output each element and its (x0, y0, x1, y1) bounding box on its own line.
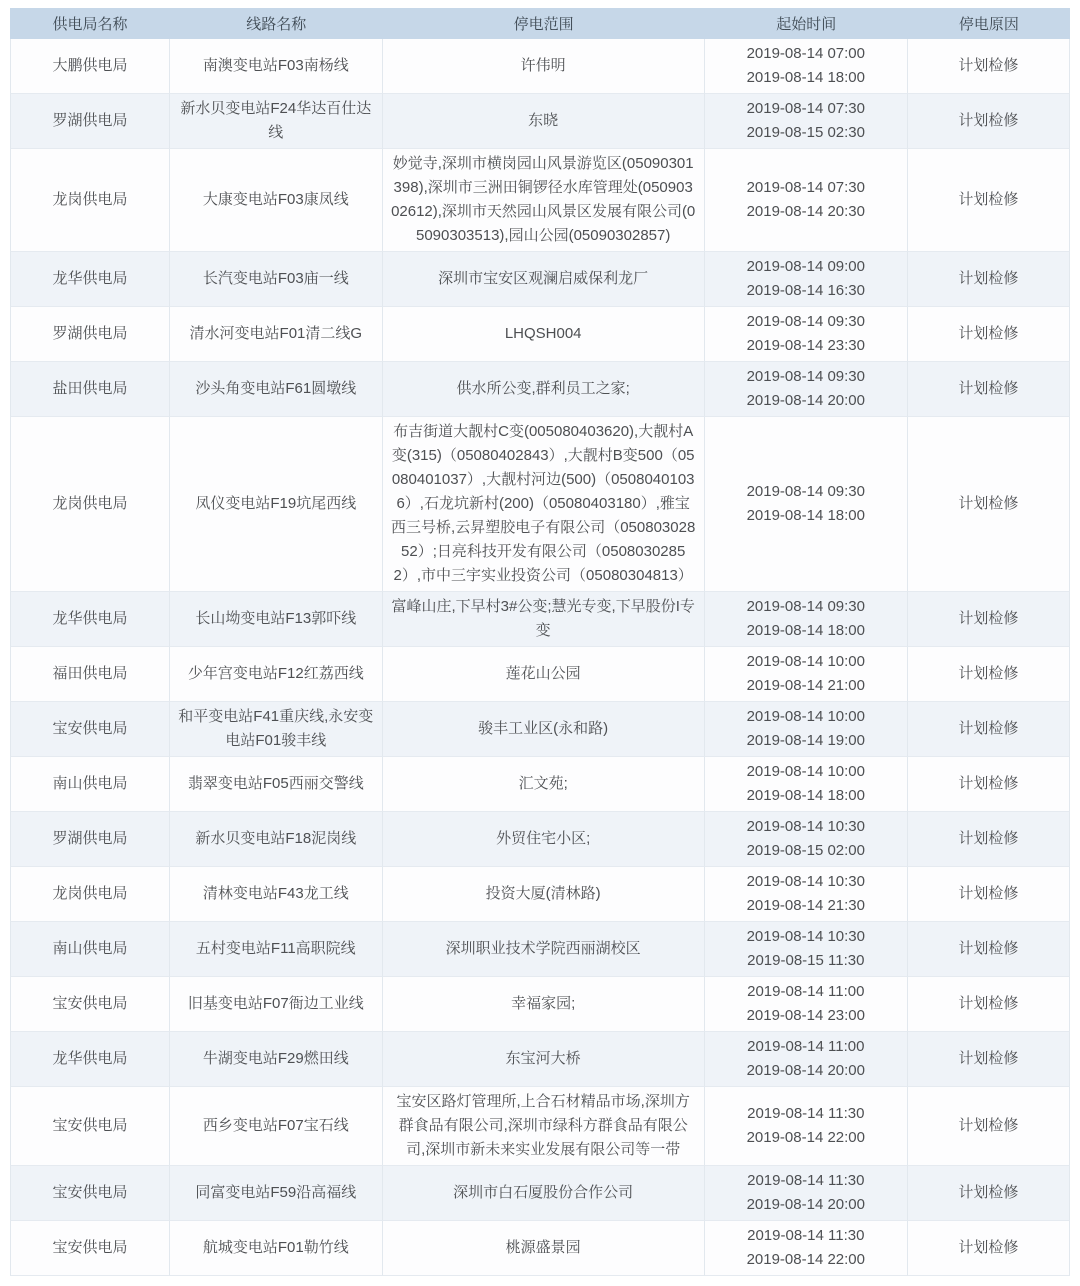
header-bureau-name: 供电局名称 (52, 16, 128, 33)
outage-reason-cell: 计划检修 (908, 417, 1070, 592)
outage-reason-cell: 计划检修 (908, 307, 1070, 362)
end-time-text: 2019-08-14 18:00 (746, 622, 865, 639)
line-name-cell: 旧基变电站F07衙边工业线 (170, 977, 383, 1032)
bureau-name-cell: 龙岗供电局 (10, 417, 170, 592)
start-time-cell (705, 922, 908, 977)
outage-scope-cell: 幸福家园; (383, 977, 705, 1032)
start-time-text: 2019-08-14 10:30 (746, 928, 865, 945)
line-name-cell: 航城变电站F01勒竹线 (170, 1221, 383, 1276)
end-time-text: 2019-08-14 22:00 (746, 1129, 865, 1146)
start-time-text: 2019-08-14 11:00 (747, 1038, 865, 1055)
outage-reason-cell: 计划检修 (908, 592, 1070, 647)
table-row (10, 812, 1070, 867)
table-row (10, 417, 1070, 592)
end-time-text: 2019-08-14 23:30 (746, 337, 865, 354)
line-name-cell: 翡翠变电站F05西丽交警线 (170, 757, 383, 812)
start-time-cell (705, 1221, 908, 1276)
table-row (10, 702, 1070, 757)
outage-reason-cell: 计划检修 (908, 757, 1070, 812)
header-outage-reason: 停电原因 (958, 16, 1019, 33)
outage-reason-cell: 计划检修 (908, 812, 1070, 867)
bureau-name-cell: 罗湖供电局 (10, 812, 170, 867)
start-time-text: 2019-08-14 07:30 (746, 100, 865, 117)
line-name-cell: 少年宫变电站F12红荔西线 (170, 647, 383, 702)
bureau-name-cell: 南山供电局 (10, 922, 170, 977)
line-name-cell: 沙头角变电站F61圆墩线 (170, 362, 383, 417)
table-row (10, 1221, 1070, 1276)
table-row (10, 1166, 1070, 1221)
outage-reason-cell: 计划检修 (908, 1032, 1070, 1087)
start-time-cell (705, 647, 908, 702)
outage-scope-cell: 许伟明 (383, 39, 705, 94)
outage-reason-cell: 计划检修 (908, 1087, 1070, 1166)
line-name-cell: 新水贝变电站F18泥岗线 (170, 812, 383, 867)
bureau-name-cell: 宝安供电局 (10, 702, 170, 757)
start-time-cell (705, 252, 908, 307)
bureau-name-cell: 宝安供电局 (10, 1087, 170, 1166)
line-name-cell: 同富变电站F59沿高福线 (170, 1166, 383, 1221)
end-time-text: 2019-08-14 20:00 (746, 1062, 865, 1079)
bureau-name-cell: 龙华供电局 (10, 1032, 170, 1087)
table-row (10, 362, 1070, 417)
outage-reason-cell: 计划检修 (908, 647, 1070, 702)
power-outage-table (10, 8, 1070, 1276)
start-time-cell (705, 867, 908, 922)
bureau-name-cell: 宝安供电局 (10, 977, 170, 1032)
end-time-text: 2019-08-14 16:30 (746, 282, 865, 299)
line-name-cell: 五村变电站F11高职院线 (170, 922, 383, 977)
table-row (10, 39, 1070, 94)
end-time-text: 2019-08-14 18:00 (746, 787, 865, 804)
table-row (10, 307, 1070, 362)
header-line-name: 线路名称 (246, 16, 307, 33)
line-name-cell: 长汽变电站F03庙一线 (170, 252, 383, 307)
table-row (10, 149, 1070, 252)
line-name-cell: 凤仪变电站F19坑尾西线 (170, 417, 383, 592)
end-time-text: 2019-08-14 19:00 (746, 732, 865, 749)
outage-reason-cell: 计划检修 (908, 94, 1070, 149)
start-time-text: 2019-08-14 10:30 (746, 818, 865, 835)
bureau-name-cell: 龙华供电局 (10, 252, 170, 307)
start-time-text: 2019-08-14 10:00 (746, 708, 865, 725)
start-time-text: 2019-08-14 09:30 (746, 483, 865, 500)
outage-reason-cell: 计划检修 (908, 149, 1070, 252)
start-time-cell (705, 812, 908, 867)
start-time-cell (705, 702, 908, 757)
start-time-text: 2019-08-14 07:00 (746, 45, 865, 62)
start-time-text: 2019-08-14 09:00 (746, 258, 865, 275)
start-time-cell (705, 149, 908, 252)
line-name-cell: 西乡变电站F07宝石线 (170, 1087, 383, 1166)
outage-reason-cell: 计划检修 (908, 362, 1070, 417)
header-start-time: 起始时间 (776, 16, 837, 33)
outage-scope-cell: 投资大厦(清林路) (383, 867, 705, 922)
bureau-name-cell: 宝安供电局 (10, 1166, 170, 1221)
line-name-cell: 清林变电站F43龙工线 (170, 867, 383, 922)
outage-scope-cell: 东晓 (383, 94, 705, 149)
outage-scope-cell: 妙觉寺,深圳市横岗园山风景游览区(05090301398),深圳市三洲田铜锣径水库管理处(05090302612),深圳市天然园山风景区发展有限公司(05090303513),园山公园(05090302857) (383, 149, 705, 252)
end-time-text: 2019-08-14 22:00 (746, 1251, 865, 1268)
outage-reason-cell: 计划检修 (908, 702, 1070, 757)
line-name-cell: 和平变电站F41重庆线,永安变电站F01骏丰线 (170, 702, 383, 757)
start-time-cell (705, 307, 908, 362)
start-time-text: 2019-08-14 09:30 (746, 368, 865, 385)
line-name-cell: 大康变电站F03康凤线 (170, 149, 383, 252)
start-time-cell (705, 39, 908, 94)
table-row (10, 94, 1070, 149)
end-time-text: 2019-08-15 11:30 (747, 952, 865, 969)
table-row (10, 592, 1070, 647)
outage-scope-cell: 东宝河大桥 (383, 1032, 705, 1087)
table-row (10, 867, 1070, 922)
outage-scope-cell: 深圳职业技术学院西丽湖校区 (383, 922, 705, 977)
start-time-text: 2019-08-14 11:30 (747, 1105, 865, 1122)
end-time-text: 2019-08-14 20:00 (746, 392, 865, 409)
bureau-name-cell: 南山供电局 (10, 757, 170, 812)
bureau-name-cell: 龙华供电局 (10, 592, 170, 647)
start-time-cell (705, 94, 908, 149)
bureau-name-cell: 大鹏供电局 (10, 39, 170, 94)
bureau-name-cell: 罗湖供电局 (10, 307, 170, 362)
start-time-text: 2019-08-14 10:00 (746, 763, 865, 780)
start-time-text: 2019-08-14 09:30 (746, 598, 865, 615)
outage-reason-cell: 计划检修 (908, 252, 1070, 307)
outage-scope-cell: 外贸住宅小区; (383, 812, 705, 867)
outage-scope-cell: 深圳市白石厦股份合作公司 (383, 1166, 705, 1221)
line-name-cell: 清水河变电站F01清二线G (170, 307, 383, 362)
start-time-cell (705, 362, 908, 417)
start-time-text: 2019-08-14 11:00 (747, 983, 865, 1000)
start-time-cell (705, 1087, 908, 1166)
line-name-cell: 长山坳变电站F13郭吓线 (170, 592, 383, 647)
outage-reason-cell: 计划检修 (908, 977, 1070, 1032)
end-time-text: 2019-08-14 20:00 (746, 1196, 865, 1213)
outage-reason-cell: 计划检修 (908, 1166, 1070, 1221)
line-name-cell: 南澳变电站F03南杨线 (170, 39, 383, 94)
outage-scope-cell: 布吉街道大靓村C变(005080403620),大靓村A变(315)（05080402843）,大靓村B变500（05080401037）,大靓村河边(500)（05080401036）,石龙坑新村(200)（05080403180）,雅宝西三号桥,云昇塑胶电子有限公司（05080302852）;日亮科技开发有限公司（05080302852）,市中三宇实业投资公司（05080304813） (383, 417, 705, 592)
end-time-text: 2019-08-14 18:00 (746, 507, 865, 524)
outage-reason-cell: 计划检修 (908, 867, 1070, 922)
table-row (10, 252, 1070, 307)
end-time-text: 2019-08-15 02:30 (746, 124, 865, 141)
bureau-name-cell: 罗湖供电局 (10, 94, 170, 149)
table-row (10, 977, 1070, 1032)
line-name-cell: 牛湖变电站F29燃田线 (170, 1032, 383, 1087)
outage-reason-cell: 计划检修 (908, 39, 1070, 94)
start-time-cell (705, 1032, 908, 1087)
bureau-name-cell: 龙岗供电局 (10, 867, 170, 922)
outage-scope-cell: 供水所公变,群利员工之家; (383, 362, 705, 417)
outage-scope-cell: 骏丰工业区(永和路) (383, 702, 705, 757)
start-time-cell (705, 1166, 908, 1221)
start-time-text: 2019-08-14 09:30 (746, 313, 865, 330)
end-time-text: 2019-08-14 21:00 (746, 677, 865, 694)
end-time-text: 2019-08-14 23:00 (746, 1007, 865, 1024)
end-time-text: 2019-08-15 02:00 (746, 842, 865, 859)
table-header-row (10, 8, 1070, 39)
bureau-name-cell: 盐田供电局 (10, 362, 170, 417)
outage-scope-cell: 富峰山庄,下早村3#公变;慧光专变,下早股份I专变 (383, 592, 705, 647)
start-time-cell (705, 977, 908, 1032)
start-time-text: 2019-08-14 10:30 (746, 873, 865, 890)
table-body (10, 39, 1070, 1276)
start-time-cell (705, 757, 908, 812)
outage-scope-cell: 深圳市宝安区观澜启威保利龙厂 (383, 252, 705, 307)
table-row (10, 922, 1070, 977)
outage-reason-cell: 计划检修 (908, 922, 1070, 977)
end-time-text: 2019-08-14 21:30 (746, 897, 865, 914)
table-row (10, 757, 1070, 812)
start-time-text: 2019-08-14 11:30 (747, 1227, 865, 1244)
outage-scope-cell: 莲花山公园 (383, 647, 705, 702)
header-outage-scope: 停电范围 (513, 16, 574, 33)
outage-reason-cell: 计划检修 (908, 1221, 1070, 1276)
bureau-name-cell: 宝安供电局 (10, 1221, 170, 1276)
outage-scope-cell: 汇文苑; (383, 757, 705, 812)
table-row (10, 647, 1070, 702)
outage-scope-cell: LHQSH004 (383, 307, 705, 362)
start-time-text: 2019-08-14 07:30 (746, 179, 865, 196)
table-row (10, 1032, 1070, 1087)
start-time-text: 2019-08-14 10:00 (746, 653, 865, 670)
start-time-cell (705, 417, 908, 592)
bureau-name-cell: 福田供电局 (10, 647, 170, 702)
outage-scope-cell: 桃源盛景园 (383, 1221, 705, 1276)
end-time-text: 2019-08-14 20:30 (746, 203, 865, 220)
start-time-text: 2019-08-14 11:30 (747, 1172, 865, 1189)
start-time-cell (705, 592, 908, 647)
bureau-name-cell: 龙岗供电局 (10, 149, 170, 252)
table-row (10, 1087, 1070, 1166)
line-name-cell: 新水贝变电站F24华达百仕达线 (170, 94, 383, 149)
outage-scope-cell: 宝安区路灯管理所,上合石材精品市场,深圳方群食品有限公司,深圳市绿科方群食品有限公司,深圳市新未来实业发展有限公司等一带 (383, 1087, 705, 1166)
end-time-text: 2019-08-14 18:00 (746, 69, 865, 86)
